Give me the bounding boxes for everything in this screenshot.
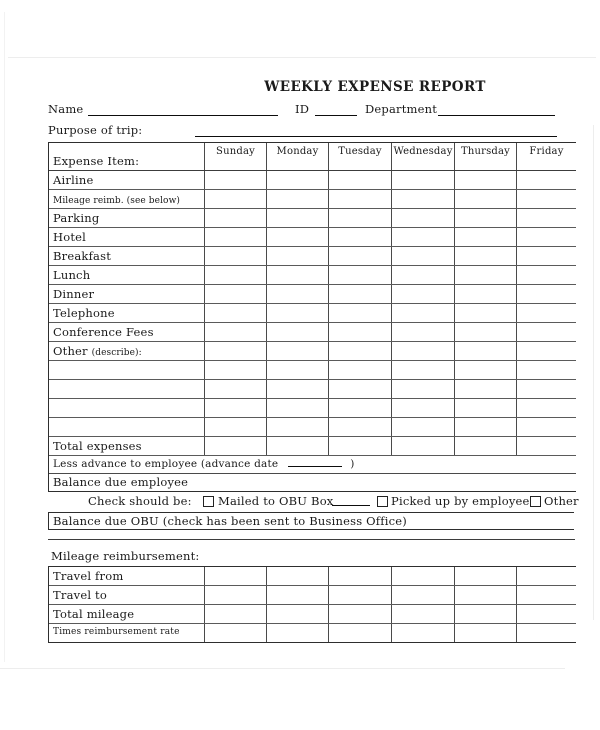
check-should-be-label: Check should be: — [88, 494, 192, 508]
checkbox-mailed-to-obu-box — [203, 496, 214, 507]
mileage-row-travel-from — [49, 567, 576, 586]
expense-row-label: Other (describe): — [49, 342, 205, 360]
expense-cell — [517, 437, 576, 455]
name-label: Name — [48, 102, 84, 116]
mileage-row-travel-to — [49, 586, 576, 605]
mileage-table — [48, 566, 576, 643]
mileage-cell — [329, 567, 392, 585]
day-header-tuesday: Tuesday — [329, 143, 392, 170]
expense-cell — [517, 399, 576, 417]
expense-cell — [267, 171, 329, 189]
expense-row-total — [49, 437, 576, 456]
expense-cell — [329, 247, 392, 265]
mileage-cell — [205, 624, 267, 642]
mileage-row-total-mileage — [49, 605, 576, 624]
id-fill-line — [315, 102, 357, 116]
mileage-cell — [517, 567, 576, 585]
expense-cell — [392, 361, 455, 379]
expense-row-label: Lunch — [49, 266, 205, 284]
page-title: WEEKLY EXPENSE REPORT — [264, 79, 486, 95]
expense-cell — [517, 171, 576, 189]
expense-cell — [455, 209, 517, 227]
expense-row-label: Total expenses — [49, 437, 205, 455]
expense-cell — [205, 342, 267, 360]
expense-cell — [267, 190, 329, 208]
mileage-cell — [392, 567, 455, 585]
expense-row-lunch — [49, 266, 576, 285]
balance-due-employee-row: Balance due employee — [53, 475, 189, 489]
expense-cell — [329, 361, 392, 379]
check-section — [48, 493, 600, 513]
expense-cell — [267, 399, 329, 417]
expense-row-parking — [49, 209, 576, 228]
expense-cell — [455, 361, 517, 379]
expense-cell — [205, 304, 267, 322]
expense-row-blank — [49, 361, 576, 380]
expense-row-mileage-reimb — [49, 190, 576, 209]
expense-row-label — [49, 418, 205, 436]
expense-cell — [205, 171, 267, 189]
expense-cell — [455, 285, 517, 303]
mileage-cell — [267, 586, 329, 604]
expense-cell — [205, 380, 267, 398]
mileage-cell — [392, 624, 455, 642]
expense-cell — [517, 247, 576, 265]
balance-due-obu-row: Balance due OBU (check has been sent to Business Office) — [48, 512, 574, 530]
mileage-cell — [517, 605, 576, 623]
expense-cell — [329, 304, 392, 322]
expense-row-label: Parking — [49, 209, 205, 227]
mileage-row-label: Total mileage — [49, 605, 205, 623]
expense-row-label: Dinner — [49, 285, 205, 303]
expense-cell — [205, 418, 267, 436]
expense-cell — [267, 342, 329, 360]
day-header-sunday: Sunday — [205, 143, 267, 170]
scan-top-line — [8, 57, 596, 58]
expense-row-breakfast — [49, 247, 576, 266]
expense-cell — [267, 361, 329, 379]
obu-box-number-fill-line — [332, 495, 370, 506]
mileage-row-times-rate — [49, 624, 576, 642]
expense-cell — [392, 437, 455, 455]
expense-cell — [205, 399, 267, 417]
expense-cell — [392, 342, 455, 360]
mileage-cell — [517, 624, 576, 642]
scan-bottom-line — [0, 668, 565, 669]
expense-cell — [517, 380, 576, 398]
expense-cell — [392, 418, 455, 436]
option-mailed-to-obu-box: Mailed to OBU Box — [218, 494, 334, 508]
expense-table-header-row — [49, 143, 576, 171]
expense-row-label — [49, 380, 205, 398]
expense-row-label: Airline — [49, 171, 205, 189]
id-label: ID — [295, 102, 310, 116]
expense-cell — [329, 171, 392, 189]
expense-cell — [455, 190, 517, 208]
checkbox-other — [530, 496, 541, 507]
expense-cell — [205, 285, 267, 303]
expense-cell — [329, 342, 392, 360]
expense-cell — [205, 190, 267, 208]
mileage-row-label: Travel from — [49, 567, 205, 585]
expense-cell — [517, 304, 576, 322]
expense-cell — [455, 304, 517, 322]
day-header-wednesday: Wednesday — [392, 143, 455, 170]
expense-cell — [267, 209, 329, 227]
mileage-cell — [267, 605, 329, 623]
expense-cell — [517, 228, 576, 246]
mileage-cell — [455, 624, 517, 642]
scan-right-edge — [593, 125, 594, 620]
mileage-section-heading: Mileage reimbursement: — [51, 549, 200, 563]
expense-row-other — [49, 342, 576, 361]
expense-cell — [267, 266, 329, 284]
expense-cell — [392, 323, 455, 341]
expense-cell — [205, 209, 267, 227]
section-divider-line — [48, 539, 575, 540]
expense-cell — [267, 437, 329, 455]
expense-cell — [392, 171, 455, 189]
expense-cell — [329, 399, 392, 417]
option-other: Other — [544, 494, 579, 508]
expense-cell — [455, 323, 517, 341]
expense-cell — [455, 399, 517, 417]
expense-table — [48, 142, 576, 492]
expense-row-conference-fees — [49, 323, 576, 342]
expense-cell — [329, 228, 392, 246]
day-header-thursday: Thursday — [455, 143, 517, 170]
expense-cell — [392, 380, 455, 398]
expense-cell — [329, 209, 392, 227]
mileage-row-label: Times reimbursement rate — [49, 624, 205, 642]
expense-cell — [392, 285, 455, 303]
expense-cell — [205, 437, 267, 455]
expense-cell — [455, 171, 517, 189]
expense-cell — [205, 228, 267, 246]
expense-row-hotel — [49, 228, 576, 247]
expense-cell — [455, 266, 517, 284]
expense-row-blank — [49, 380, 576, 399]
mileage-cell — [517, 586, 576, 604]
expense-cell — [392, 266, 455, 284]
mileage-cell — [455, 605, 517, 623]
less-advance-row: Less advance to employee (advance date ) — [49, 456, 576, 474]
mileage-cell — [205, 605, 267, 623]
expense-cell — [329, 323, 392, 341]
expense-cell — [455, 247, 517, 265]
expense-cell — [267, 285, 329, 303]
expense-cell — [517, 285, 576, 303]
checkbox-picked-up-by-employee — [377, 496, 388, 507]
mileage-cell — [205, 586, 267, 604]
expense-cell — [267, 380, 329, 398]
expense-cell — [329, 190, 392, 208]
expense-cell — [455, 380, 517, 398]
expense-row-label: Breakfast — [49, 247, 205, 265]
mileage-cell — [205, 567, 267, 585]
expense-cell — [329, 418, 392, 436]
expense-row-label: Telephone — [49, 304, 205, 322]
mileage-cell — [455, 586, 517, 604]
expense-cell — [455, 437, 517, 455]
mileage-cell — [267, 624, 329, 642]
expense-row-label — [49, 361, 205, 379]
expense-row-telephone — [49, 304, 576, 323]
expense-cell — [267, 228, 329, 246]
expense-row-dinner — [49, 285, 576, 304]
expense-cell — [517, 266, 576, 284]
mileage-cell — [392, 586, 455, 604]
mileage-row-label: Travel to — [49, 586, 205, 604]
mileage-cell — [329, 624, 392, 642]
expense-cell — [455, 228, 517, 246]
expense-cell — [517, 418, 576, 436]
expense-cell — [392, 228, 455, 246]
expense-cell — [392, 304, 455, 322]
expense-cell — [517, 190, 576, 208]
expense-cell — [205, 247, 267, 265]
expense-cell — [329, 437, 392, 455]
expense-row-label: Mileage reimb. (see below) — [49, 190, 205, 208]
expense-row-blank — [49, 418, 576, 437]
scan-left-edge — [4, 12, 5, 662]
expense-row-blank — [49, 399, 576, 418]
department-label: Department — [365, 102, 438, 116]
expense-cell — [392, 209, 455, 227]
expense-cell — [329, 380, 392, 398]
expense-cell — [392, 247, 455, 265]
expense-cell — [205, 361, 267, 379]
expense-cell — [267, 323, 329, 341]
expense-cell — [455, 342, 517, 360]
advance-date-fill-line — [288, 456, 342, 467]
expense-cell — [517, 209, 576, 227]
expense-cell — [517, 361, 576, 379]
expense-cell — [392, 399, 455, 417]
expense-cell — [205, 266, 267, 284]
expense-row-airline — [49, 171, 576, 190]
department-fill-line — [438, 102, 555, 116]
purpose-label: Purpose of trip: — [48, 123, 143, 137]
expense-cell — [267, 304, 329, 322]
expense-cell — [267, 247, 329, 265]
expense-cell — [392, 190, 455, 208]
mileage-cell — [455, 567, 517, 585]
expense-cell — [329, 285, 392, 303]
day-header-monday: Monday — [267, 143, 329, 170]
expense-row-label — [49, 399, 205, 417]
option-picked-up-by-employee: Picked up by employee — [391, 494, 530, 508]
expense-cell — [455, 418, 517, 436]
expense-cell — [205, 323, 267, 341]
expense-row-label: Hotel — [49, 228, 205, 246]
expense-cell — [267, 418, 329, 436]
mileage-cell — [329, 605, 392, 623]
day-header-friday: Friday — [529, 146, 564, 157]
mileage-cell — [329, 586, 392, 604]
mileage-cell — [267, 567, 329, 585]
corner-label: Expense Item: — [49, 143, 205, 170]
expense-row-label: Conference Fees — [49, 323, 205, 341]
purpose-fill-line — [195, 123, 557, 137]
name-fill-line — [88, 102, 278, 116]
expense-cell — [329, 266, 392, 284]
expense-cell — [517, 323, 576, 341]
mileage-cell — [392, 605, 455, 623]
expense-cell — [517, 342, 576, 360]
